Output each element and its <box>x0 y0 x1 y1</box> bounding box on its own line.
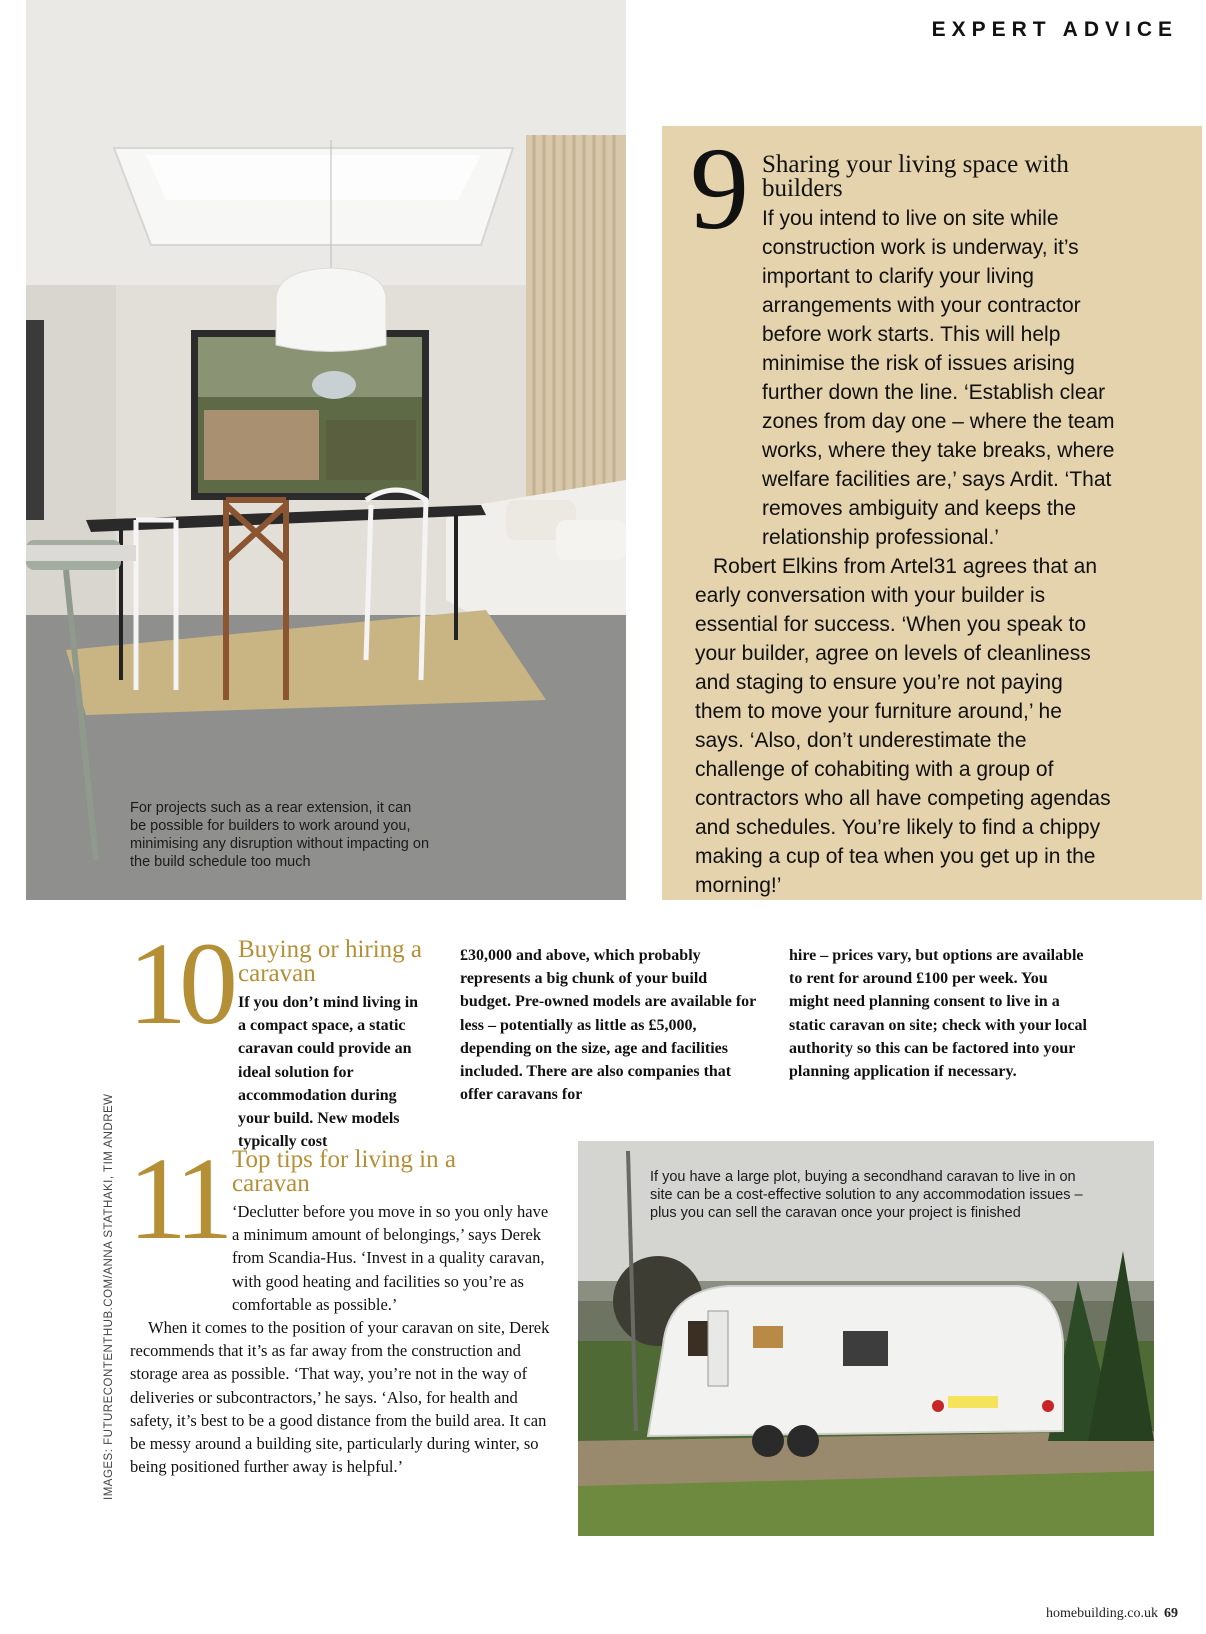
photo-caption-bottom: If you have a large plot, buying a secondhand caravan to live in on site can be a cost-effective solution to any accommodation issues – plus you can sell the caravan once your project is finished <box>650 1169 1083 1221</box>
tip-9-title: Sharing your living space with builders <box>762 151 1069 202</box>
tip-10-title: Buying or hiring a caravan <box>238 936 423 987</box>
tip-10-column-1-text: If you don’t mind living in a compact space, a static caravan could provide an ideal solution for accommodation during your build. New models typically cost <box>238 994 419 1151</box>
page-footer <box>1046 1606 1178 1622</box>
interior-photo <box>26 0 626 900</box>
tip-11-number: 11 <box>128 1133 226 1264</box>
section-label: EXPERT ADVICE <box>931 18 1178 41</box>
tip-10-column-2: £30,000 and above, which probably represents a big chunk of your build budget. Pre-owned models are available for less – potentially as little as £5,000, depending on the size, age and facilities included. There are also companies that offer caravans for <box>460 947 756 1104</box>
footer-site: homebuilding.co.uk <box>1046 1606 1158 1621</box>
tip-11-title: Top tips for living in a caravan <box>232 1146 456 1197</box>
tip-9-body <box>695 204 1115 900</box>
tip-10-number: 10 <box>128 918 230 1049</box>
page-number: 69 <box>1164 1606 1178 1621</box>
tip-11-paragraph-1: ‘Declutter before you move in so you only have a minimum amount of belongings,’ says Derek from Scandia-Hus. ‘Invest in a quality caravan, with good heating and facilities so you’re as comfortable as possible.’ <box>232 1202 549 1314</box>
image-credits: IMAGES: FUTURECONTENTHUB.COM/ANNA STATHAKI, TIM ANDREW <box>103 1093 115 1500</box>
tip-9-paragraph-2: Robert Elkins from Artel31 agrees that an early conversation with your builder is essential for success. ‘When you speak to your builder, agree on levels of cleanliness and staging to ensure you’re not paying them to move your furniture around,’ he says. ‘Also, don’t underestimate the challenge of cohabiting with a group of contractors who all have competing agendas and schedules. You’re likely to find a chippy making a cup of tea when you get up in the morning!’ <box>695 555 1111 897</box>
tip-10-column-1 <box>130 991 430 1153</box>
tip-10-column-3: hire – prices vary, but options are available to rent for around £100 per week. You might need planning consent to live in a static caravan on site; check with your local authority so this can be factored into your planning application if necessary. <box>789 947 1087 1081</box>
photo-caption-top: For projects such as a rear extension, it can be possible for builders to work around you, minimising any disruption without impacting on the build schedule too much <box>130 800 430 870</box>
tip-9-number: 9 <box>690 123 749 254</box>
tip-11-body <box>130 1200 550 1478</box>
tip-11-paragraph-2: When it comes to the position of your caravan on site, Derek recommends that it’s as far away from the construction and storage area as possible. ‘That way, you’re not in the way of deliveries or subcontractors,’ he says. ‘Also, for health and safety, it’s best to be a good distance from the build area. It can be messy around a building site, particularly during winter, so being positioned further away is helpful.’ <box>130 1318 550 1477</box>
tip-9-paragraph-1: If you intend to live on site while construction work is underway, it’s important to clarify your living arrangements with your contractor before work starts. This will help minimise the risk of issues arising further down the line. ‘Establish clear zones from day one – where the team works, where they take breaks, where welfare facilities are,’ says Ardit. ‘That removes ambiguity and keeps the relationship professional.’ <box>762 207 1115 549</box>
